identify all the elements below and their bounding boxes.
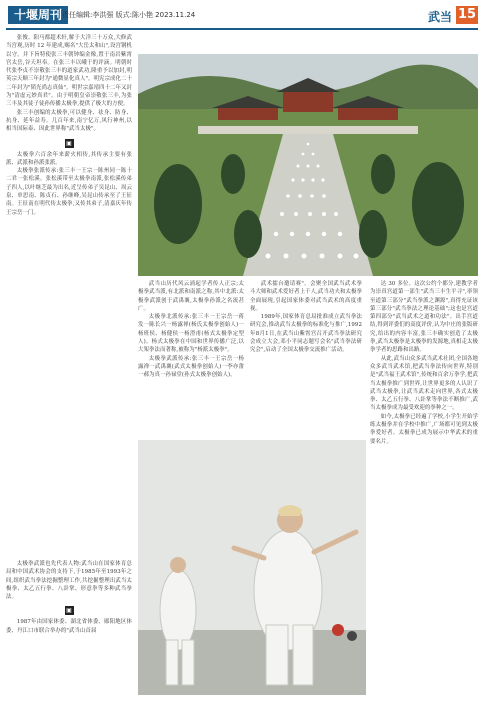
paragraph: 太极拳北派传承:张三丰一王宗岳一蒋发一陈长兴一杨露禅(杨氏太极拳创始人)一杨班侯、杨健侯一杨澄甫(杨式太极拳定型人)。杨式太极拳在中国和世界传播广泛,以大架拳法而著称,被称为"杨派太极拳"。 [138, 314, 244, 354]
paragraph: 太极拳张派传承:张三丰一王宗一陈州同一陈十二君一张松溪。张松溪带至太极拳南派,张松溪传弟子四人,以叶继芝最为出名,近呈传弟子吴昆山、周云泉、单思南、陈贞石、孙继峰,吴昆山传承至了王征南。王征南在明代传太极拳,又传其弟子,清嘉庆年传王宗岳一门。 [6, 168, 132, 216]
paragraph: 达 30 多位。这次公约个都分,建教学者为崇真宫道第一部生"武当三丰生平寻",率领至道第三部分"武当拳派之渊源",真得充证该第三部分"武当拳法之理论基础";这也是宫道第四部分"武当武术之道和功法"。出手宫道结,得到评委们的高度评价,认为中庄的张版研究,给出的内容丰富,张三丰确实创造了太极拳,武当太极拳是太极拳的发源地,真相走太极拳学者的思路和出路。 [370, 281, 478, 354]
temple-square-illustration [138, 54, 478, 276]
text-column-4 [370, 280, 478, 697]
paragraph: 1987年由国家体委、湖北省体委、郧阳地区体委、丹江口市联合举办的"武当山首届 [6, 619, 132, 634]
paragraph: 武术擂台邀请赛"。会聚全国武当武术拳斗大师和武术爱好者上千人,武当功夫和太极拳全面展现,引起国家体委对武当武术的高度重视。 [250, 281, 362, 312]
section-marker: ▣ [66, 607, 72, 615]
text-column-3 [250, 280, 362, 436]
section-title: 武当 [427, 10, 452, 24]
text-column-1-lower [6, 560, 132, 697]
paragraph: 太极拳六百余年来薪火相传,其传承主要有张派、武派和孙派张派。 [6, 151, 132, 166]
paragraph: 1989年,国家体育总局批准成立武当拳法研究会,推动武当太极拳的标准化与推广,1992年8月1日,在武当山紫霄宫召开武当拳法研究会成立大会,邓小平同志题写会名"武当拳法研究会",启动了全国太极拳交流推广活动。 [250, 314, 362, 354]
paragraph: 张俊、阳马都超术轩,解于大洋三十万众,大修武当宫观,历时 12 年建成,赐名"大岳太和山",设宫钢机以守。并下旨特使张三丰朝钟编金像,置于南岩紫霄宫太岳,谷天坦奉。在张三丰以峨于的评滴。明朝时代张李贞不崇敬张三丰的道家武功,隆重予以加封,明英宗天顺三年封为"通微显化真人"。明宪宗成化二十二年封为"韬光尚志真仙"。明世宗嘉靖四十二年又封为"清虚元妙真君"。由于明朝皇帝崇敬张三丰,为张三丰及其徒子徒孙传播太极拳,提供了极大的方便。 [6, 35, 132, 108]
page-number: 15 [457, 7, 477, 22]
section-marker: ▣ [66, 139, 72, 147]
masthead: 十堰周刊 [8, 6, 68, 24]
paragraph: 如今,太极拳已经遍了学校,小学生开始学练太极拳并在学校中推广,广场都可见到太极拳爱好者。太极拳已成为展示中华武术的重要名片。 [370, 413, 478, 445]
paragraph: 张三丰创编的太极拳,可以健身、祛身、防身、抗身、延年益寿。几百年来,南宁亿万,风行神州,以相当国际泰、因此世界称"武当太极"。 [6, 109, 132, 133]
paragraph: 太极拳武派传承:张三丰一王宗岳一杨露禅一武禹襄(武式太极拳创始人)一李亦畬一郝为真一孙禄堂(孙式太极拳创始人)。 [138, 355, 244, 379]
paragraph: 太极拳武派也先代表人物:武当山在国家体育总局和中国武术协会的支持下,于1985年至1993年之间,组织武当拳法挖掘整理工作,共挖掘整理出武当太极拳、太乙五行拳、八卦掌、形意拳等多种武当拳法。 [6, 561, 132, 601]
editor-credits: 责任编辑:李洪强 版式:陈小艳 2023.11.24 [62, 11, 196, 19]
paragraph: 武当山历代风云涌起学者传人正宗;太极拳武当派,有北派和南派之称,其中北派:太极拳武派创于武禹襄,太极拳孙派之名流甚广。 [138, 281, 244, 312]
taichi-illustration [138, 440, 366, 695]
paragraph: 从此,武当山众多武当武术社团,全国各地众多武当武术馆,把武当拳法传向世界,特别是"武当福王武术馆",传统和百余万拳学,把武当太极拳推广到世界,让世界更多的人认识了武当太极拳,让武当武术走向世界,各式太极拳、太乙五行拳、八卦掌等拳法不断推广,武当太极拳成为最受欢迎的拳种之一。 [370, 355, 478, 412]
text-column-2 [138, 280, 244, 436]
page-header [0, 0, 484, 30]
photo-taichi-practitioners [138, 440, 366, 695]
header-rule [6, 28, 478, 30]
photo-temple-square [138, 54, 478, 276]
